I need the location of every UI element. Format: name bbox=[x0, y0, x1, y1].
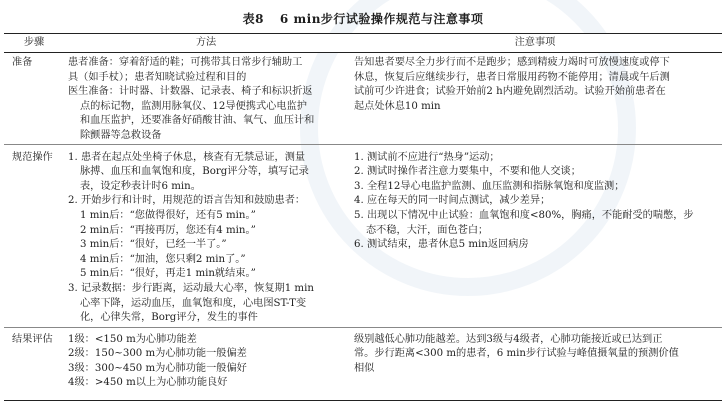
note-cell-prep bbox=[348, 53, 722, 145]
method-cell-operation bbox=[64, 144, 348, 327]
method-cell-prep bbox=[64, 53, 348, 145]
method-line: 2 min后：“再接再厉，您还有4 min。” bbox=[80, 224, 256, 236]
step-cell-operation: 规范操作 bbox=[4, 144, 64, 327]
method-line: 患者准备：穿着舒适的鞋；可携带其日常步行辅助工 bbox=[68, 57, 303, 68]
note-line: 4. 应在每天的同一时间点测试，减少差异； bbox=[354, 195, 551, 207]
method-line: 脉搏、血压和血氧饱和度，Borg评分等，填写记录 bbox=[80, 166, 309, 178]
note-line: 3. 全程12导心电监护监测、血压监测和指脉氧饱和度监测； bbox=[354, 180, 625, 192]
method-line: 2. 开始步行和计时，用规范的语言告知和鼓励患者： bbox=[68, 195, 306, 207]
method-line: 化，心律失常，Borg评分，发生的事件 bbox=[80, 312, 258, 324]
header-note: 注意事项 bbox=[348, 34, 722, 53]
method-line: 4级：>450 m以上为心肺功能良好 bbox=[68, 377, 228, 389]
method-line: 和血压监护，还要准备好硝酸甘油、氧气、血压计和 bbox=[80, 115, 315, 127]
method-line: 3. 记录数据：步行距离，运动最大心率，恢复期1 min bbox=[68, 282, 314, 294]
step-cell-prep: 准备 bbox=[4, 53, 64, 145]
step-cell-evaluation: 结果评估 bbox=[4, 327, 64, 400]
method-line: 3级：300~450 m为心肺功能一般偏好 bbox=[68, 362, 247, 374]
note-line: 1. 测试前不应进行“热身”运动； bbox=[354, 151, 500, 163]
method-line: 4 min后：“加油，您只剩2 min了。” bbox=[80, 253, 246, 265]
method-line: 点的标记物，监测用脉氧仪、12导便携式心电监护 bbox=[80, 100, 307, 112]
method-line: 表，设定秒表计时6 min。 bbox=[80, 180, 201, 192]
table-title bbox=[0, 10, 726, 27]
header-method: 方法 bbox=[64, 34, 348, 53]
method-line: 具（如手杖）；患者知晓试验过程和目的 bbox=[68, 71, 247, 83]
method-line: 1. 患者在起点处坐椅子休息，核查有无禁忌证，测量 bbox=[68, 151, 306, 163]
header-step: 步骤 bbox=[4, 34, 64, 53]
table-row-prep bbox=[4, 53, 722, 145]
note-line: 休息，恢复后应继续步行，患者日常服用药物不能停用；清晨或午后测 bbox=[354, 71, 670, 83]
note-line: 起点处休息10 min bbox=[354, 100, 441, 112]
method-line: 1 min后：“您做得很好，还有5 min。” bbox=[80, 209, 256, 221]
method-line: 2级：150~300 m为心肺功能一般偏差 bbox=[68, 348, 247, 360]
note-line: 6. 测试结束，患者休息5 min返回病房 bbox=[354, 239, 529, 251]
procedure-table bbox=[4, 33, 722, 401]
table-title-text: 6 min步行试验操作规范与注意事项 bbox=[279, 12, 484, 26]
table-row-evaluation bbox=[4, 327, 722, 400]
note-cell-operation bbox=[348, 144, 722, 327]
note-line: 2. 测试时操作者注意力要集中，不要和他人交谈； bbox=[354, 166, 581, 178]
note-line: 级别越低心肺功能越差。达到3级与4级者，心肺功能接近或已达到正 bbox=[354, 333, 663, 345]
note-line: 常。步行距离<300 m的患者，6 min步行试验与峰值摄氧量的预测价值 bbox=[354, 348, 679, 360]
note-line: 态不稳，大汗，面色苍白； bbox=[366, 224, 489, 236]
method-line: 3 min后：“很好，已经一半了。” bbox=[80, 239, 227, 251]
note-line: 试前可少许进食；试验开始前2 h内避免剧烈活动。试验开始前患者在 bbox=[354, 86, 666, 98]
note-line: 相似 bbox=[354, 362, 375, 374]
table-row-operation bbox=[4, 144, 722, 327]
note-line: 告知患者要尽全力步行而不是跑步；感到精疲力竭时可放慢速度或停下 bbox=[354, 57, 670, 68]
method-line: 除颤器等急救设备 bbox=[80, 129, 162, 141]
note-cell-evaluation bbox=[348, 327, 722, 400]
method-line: 医生准备：计时器、计数器、记录表、椅子和标识折返 bbox=[68, 86, 313, 98]
method-line: 5 min后：“很好，再走1 min就结束。” bbox=[80, 268, 256, 280]
method-cell-evaluation bbox=[64, 327, 348, 400]
method-line: 心率下降，运动血压，血氧饱和度，心电图ST-T变 bbox=[80, 297, 307, 309]
table-header-row bbox=[4, 34, 722, 53]
note-line: 5. 出现以下情况中止试验：血氧饱和度<80%，胸痛，不能耐受的喘憋，步 bbox=[354, 209, 694, 221]
method-line: 1级：<150 m为心肺功能差 bbox=[68, 333, 197, 345]
table-number: 表8 bbox=[242, 12, 264, 26]
